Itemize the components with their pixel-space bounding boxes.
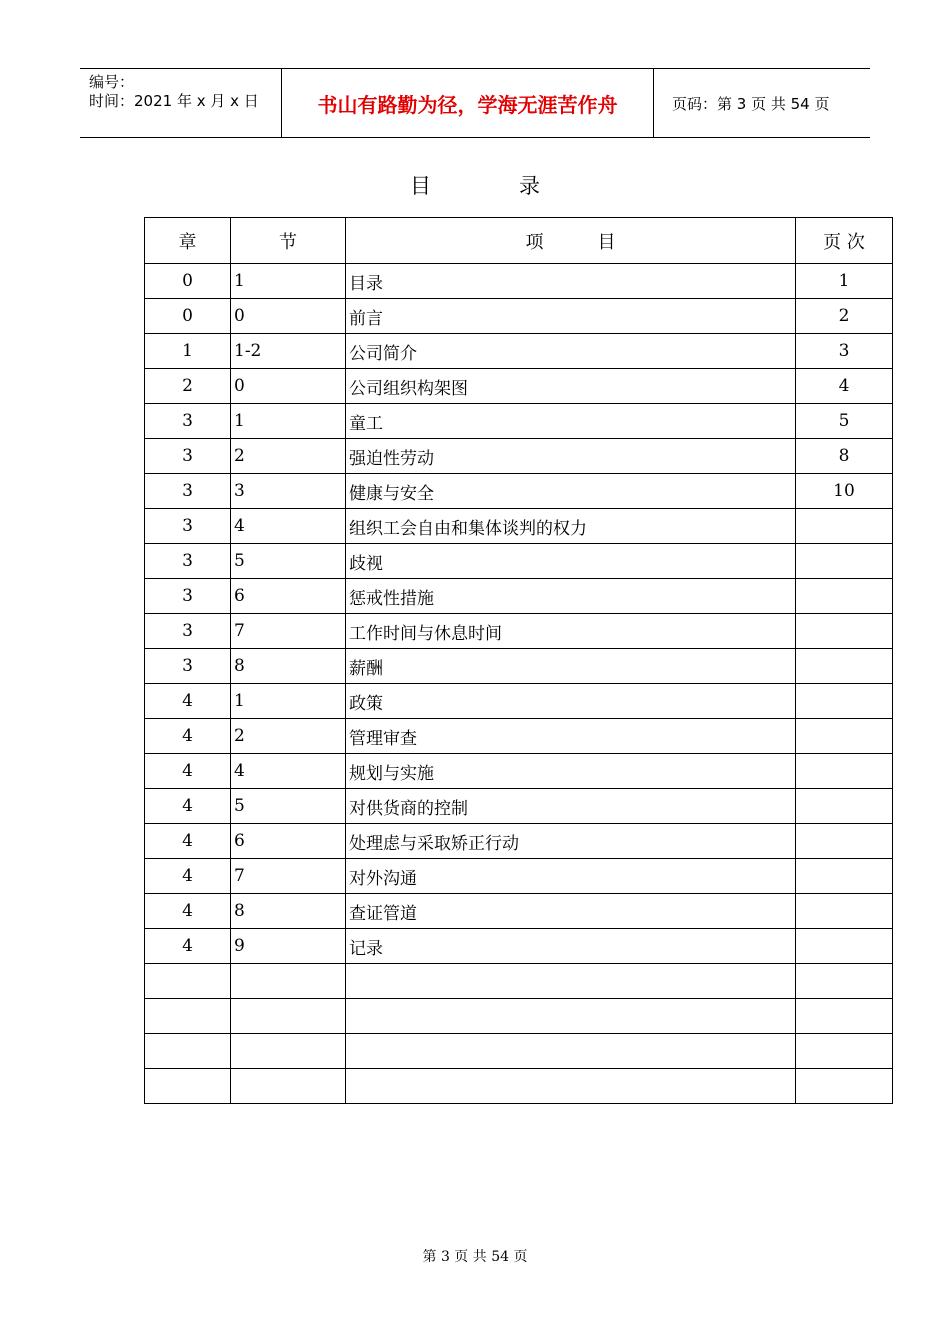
item-cell: 健康与安全: [346, 474, 796, 509]
page-title: [0, 170, 950, 200]
chapter-cell: 3: [145, 439, 231, 474]
table-row: [145, 859, 893, 894]
chapter-cell: 4: [145, 684, 231, 719]
chapter-cell: 4: [145, 789, 231, 824]
page-cell: [796, 684, 893, 719]
page-footer: 第 3 页 共 54 页: [422, 1249, 528, 1265]
section-cell: 6: [231, 579, 346, 614]
section-cell: 7: [231, 859, 346, 894]
table-row: [145, 929, 893, 964]
page-title-left: 目: [410, 174, 431, 198]
item-cell: [346, 1034, 796, 1069]
table-row: [145, 439, 893, 474]
header-meta: [80, 69, 282, 137]
section-cell: 4: [231, 509, 346, 544]
table-row: [145, 1034, 893, 1069]
page-cell: 10: [796, 474, 893, 509]
page-cell: [796, 649, 893, 684]
section-cell: 5: [231, 544, 346, 579]
chapter-cell: 0: [145, 299, 231, 334]
item-cell: 规划与实施: [346, 754, 796, 789]
page-title-right: 录: [519, 174, 540, 198]
table-row: [145, 824, 893, 859]
table-row: [145, 964, 893, 999]
item-cell: 童工: [346, 404, 796, 439]
page-cell: [796, 544, 893, 579]
chapter-cell: 4: [145, 754, 231, 789]
item-cell: 处理虑与采取矫正行动: [346, 824, 796, 859]
chapter-cell: 4: [145, 894, 231, 929]
number-label: 编号：: [89, 73, 135, 91]
item-cell: 前言: [346, 299, 796, 334]
page-cell: [796, 1034, 893, 1069]
header-page-info-text: 页码：第 3 页 共 54 页: [672, 94, 830, 113]
table-row: [145, 509, 893, 544]
page-cell: 1: [796, 264, 893, 299]
chapter-cell: 3: [145, 579, 231, 614]
section-cell: 8: [231, 894, 346, 929]
chapter-cell: [145, 1069, 231, 1104]
page-cell: [796, 614, 893, 649]
chapter-cell: 1: [145, 334, 231, 369]
chapter-cell: 2: [145, 369, 231, 404]
section-cell: 2: [231, 719, 346, 754]
item-cell: [346, 999, 796, 1034]
page-cell: [796, 824, 893, 859]
table-row: [145, 264, 893, 299]
item-cell: 管理审查: [346, 719, 796, 754]
chapter-cell: 3: [145, 544, 231, 579]
section-cell: 4: [231, 754, 346, 789]
header-item: 项 目: [346, 218, 796, 264]
item-cell: [346, 1069, 796, 1104]
page-cell: 8: [796, 439, 893, 474]
item-cell: 组织工会自由和集体谈判的权力: [346, 509, 796, 544]
chapter-cell: 4: [145, 719, 231, 754]
page-cell: [796, 929, 893, 964]
document-header: [80, 68, 870, 138]
chapter-cell: [145, 999, 231, 1034]
table-row: [145, 369, 893, 404]
item-cell: 公司简介: [346, 334, 796, 369]
chapter-cell: [145, 964, 231, 999]
item-cell: 政策: [346, 684, 796, 719]
contents-header-row: [145, 218, 893, 264]
chapter-cell: 0: [145, 264, 231, 299]
page-cell: 5: [796, 404, 893, 439]
table-row: [145, 404, 893, 439]
page-cell: 4: [796, 369, 893, 404]
page-cell: [796, 1069, 893, 1104]
page-cell: [796, 719, 893, 754]
section-cell: 1-2: [231, 334, 346, 369]
page-cell: 3: [796, 334, 893, 369]
section-cell: 2: [231, 439, 346, 474]
section-cell: [231, 1034, 346, 1069]
item-cell: 惩戒性措施: [346, 579, 796, 614]
section-cell: 9: [231, 929, 346, 964]
header-motto: 书山有路勤为径，学海无涯苦作舟: [282, 69, 654, 137]
section-cell: 1: [231, 264, 346, 299]
item-cell: 查证管道: [346, 894, 796, 929]
item-cell: 公司组织构架图: [346, 369, 796, 404]
page-cell: [796, 964, 893, 999]
table-row: [145, 894, 893, 929]
table-row: [145, 754, 893, 789]
chapter-cell: 4: [145, 859, 231, 894]
item-cell: 工作时间与休息时间: [346, 614, 796, 649]
contents-table: [144, 217, 893, 1104]
page-cell: [796, 509, 893, 544]
chapter-cell: 4: [145, 929, 231, 964]
table-row: [145, 544, 893, 579]
table-row: [145, 684, 893, 719]
item-cell: 薪酬: [346, 649, 796, 684]
page-cell: [796, 789, 893, 824]
chapter-cell: [145, 1034, 231, 1069]
chapter-cell: 3: [145, 614, 231, 649]
table-row: [145, 1069, 893, 1104]
section-cell: 1: [231, 684, 346, 719]
header-section: 节: [231, 218, 346, 264]
chapter-cell: 3: [145, 649, 231, 684]
table-row: [145, 614, 893, 649]
chapter-cell: 4: [145, 824, 231, 859]
page-cell: [796, 999, 893, 1034]
item-cell: 对外沟通: [346, 859, 796, 894]
page-cell: [796, 754, 893, 789]
table-row: [145, 579, 893, 614]
item-cell: 强迫性劳动: [346, 439, 796, 474]
section-cell: 7: [231, 614, 346, 649]
section-cell: 1: [231, 404, 346, 439]
chapter-cell: 3: [145, 474, 231, 509]
item-cell: 歧视: [346, 544, 796, 579]
section-cell: 0: [231, 369, 346, 404]
page-cell: [796, 859, 893, 894]
item-cell: 目录: [346, 264, 796, 299]
section-cell: [231, 999, 346, 1034]
section-cell: 3: [231, 474, 346, 509]
section-cell: 8: [231, 649, 346, 684]
section-cell: [231, 964, 346, 999]
header-page: 页 次: [796, 218, 893, 264]
table-row: [145, 334, 893, 369]
item-cell: [346, 964, 796, 999]
chapter-cell: 3: [145, 404, 231, 439]
header-page-info: [664, 69, 870, 137]
item-cell: 对供货商的控制: [346, 789, 796, 824]
page-cell: [796, 894, 893, 929]
page-cell: 2: [796, 299, 893, 334]
section-cell: [231, 1069, 346, 1104]
time-label: 时间：2021 年 x 月 x 日: [89, 92, 259, 110]
table-row: [145, 299, 893, 334]
chapter-cell: 3: [145, 509, 231, 544]
section-cell: 6: [231, 824, 346, 859]
header-chapter: 章: [145, 218, 231, 264]
table-row: [145, 649, 893, 684]
table-row: [145, 474, 893, 509]
item-cell: 记录: [346, 929, 796, 964]
table-row: [145, 999, 893, 1034]
table-row: [145, 719, 893, 754]
section-cell: 5: [231, 789, 346, 824]
page-cell: [796, 579, 893, 614]
table-row: [145, 789, 893, 824]
section-cell: 0: [231, 299, 346, 334]
